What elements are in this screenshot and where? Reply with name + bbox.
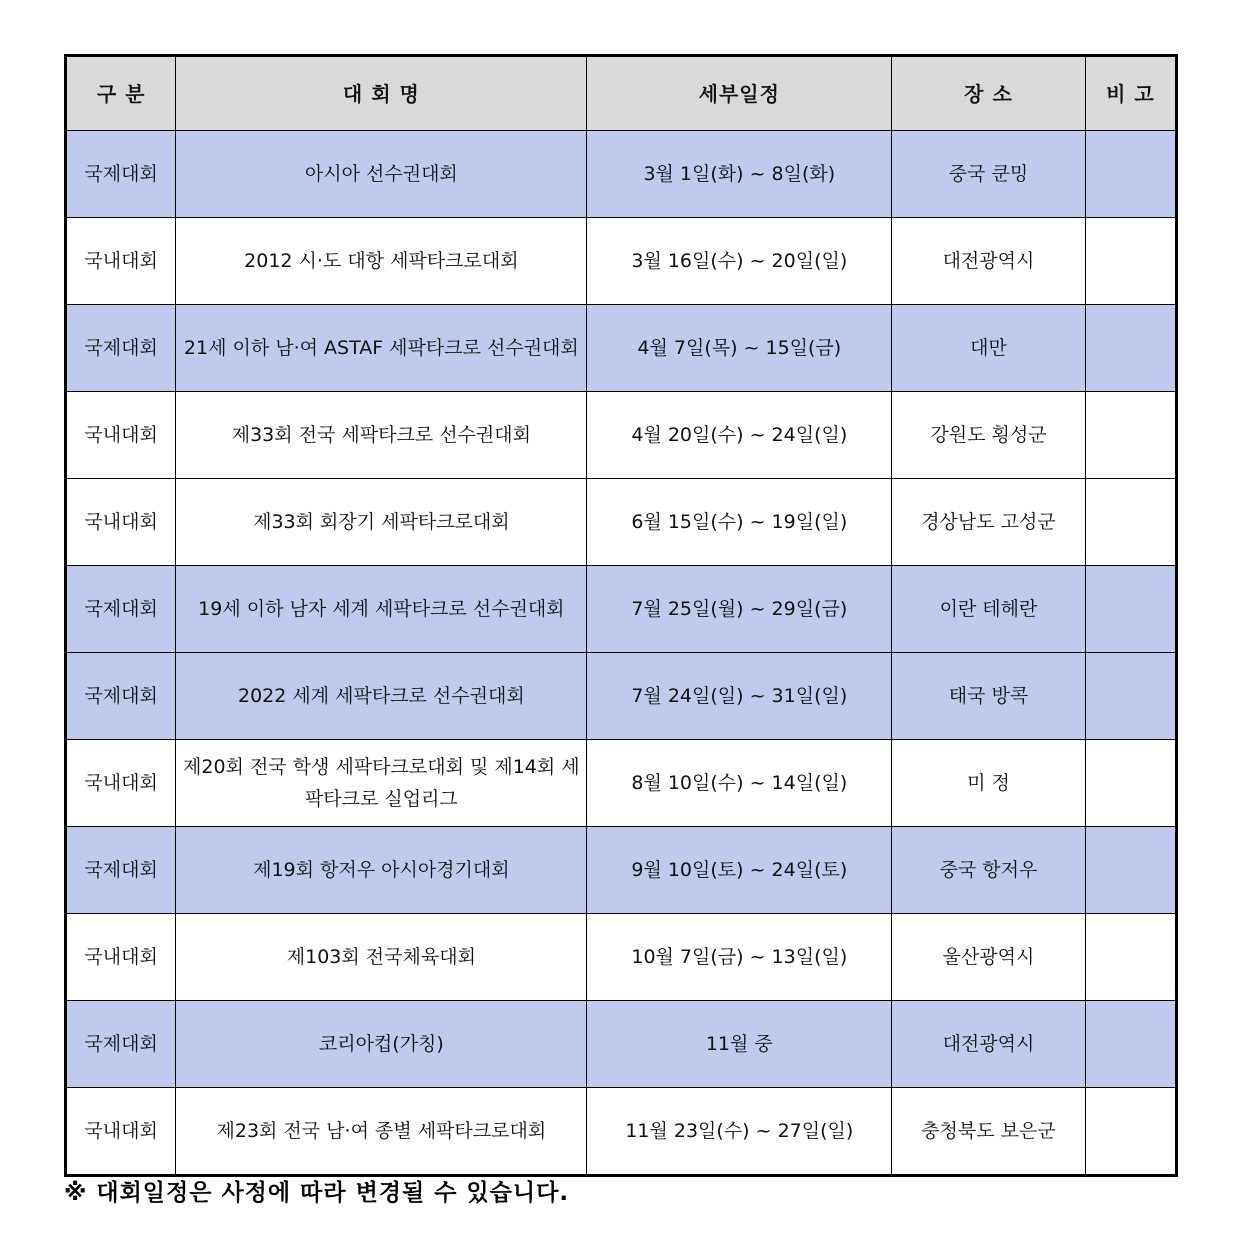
cell-date: 6월 15일(수) ~ 19일(일)	[587, 479, 892, 566]
cell-note	[1085, 740, 1176, 827]
cell-note	[1085, 131, 1176, 218]
cell-name: 19세 이하 남자 세계 세팍타크로 선수권대회	[176, 566, 587, 653]
header-row	[66, 56, 1177, 131]
cell-date: 4월 7일(목) ~ 15일(금)	[587, 305, 892, 392]
cell-place: 강원도 횡성군	[892, 392, 1086, 479]
header-name: 대 회 명	[176, 56, 587, 131]
cell-date: 4월 20일(수) ~ 24일(일)	[587, 392, 892, 479]
table-header	[66, 56, 1177, 131]
table-row	[66, 1001, 1177, 1088]
table-row	[66, 479, 1177, 566]
cell-name: 제19회 항저우 아시아경기대회	[176, 827, 587, 914]
cell-date: 3월 16일(수) ~ 20일(일)	[587, 218, 892, 305]
table-row	[66, 740, 1177, 827]
cell-place: 태국 방콕	[892, 653, 1086, 740]
cell-date: 11월 23일(수) ~ 27일(일)	[587, 1088, 892, 1176]
cell-place: 중국 쿤밍	[892, 131, 1086, 218]
header-date: 세부일정	[587, 56, 892, 131]
cell-note	[1085, 914, 1176, 1001]
cell-place: 경상남도 고성군	[892, 479, 1086, 566]
table-body	[66, 131, 1177, 1176]
cell-type: 국제대회	[66, 131, 176, 218]
table-row	[66, 392, 1177, 479]
table-row	[66, 1088, 1177, 1176]
table-row	[66, 566, 1177, 653]
cell-date: 3월 1일(화) ~ 8일(화)	[587, 131, 892, 218]
cell-name: 2022 세계 세팍타크로 선수권대회	[176, 653, 587, 740]
header-type: 구 분	[66, 56, 176, 131]
cell-type: 국내대회	[66, 740, 176, 827]
cell-place: 중국 항저우	[892, 827, 1086, 914]
cell-note	[1085, 392, 1176, 479]
header-place: 장 소	[892, 56, 1086, 131]
cell-place: 이란 테헤란	[892, 566, 1086, 653]
header-note: 비 고	[1085, 56, 1176, 131]
cell-place: 충청북도 보은군	[892, 1088, 1086, 1176]
cell-note	[1085, 827, 1176, 914]
cell-name: 제23회 전국 남·여 종별 세팍타크로대회	[176, 1088, 587, 1176]
cell-date: 9월 10일(토) ~ 24일(토)	[587, 827, 892, 914]
cell-place: 울산광역시	[892, 914, 1086, 1001]
cell-name: 21세 이하 남·여 ASTAF 세팍타크로 선수권대회	[176, 305, 587, 392]
cell-place: 미 정	[892, 740, 1086, 827]
cell-name: 제103회 전국체육대회	[176, 914, 587, 1001]
cell-note	[1085, 305, 1176, 392]
cell-note	[1085, 1001, 1176, 1088]
cell-name: 2012 시·도 대항 세팍타크로대회	[176, 218, 587, 305]
cell-type: 국제대회	[66, 827, 176, 914]
cell-type: 국내대회	[66, 392, 176, 479]
table-row	[66, 653, 1177, 740]
cell-note	[1085, 653, 1176, 740]
cell-note	[1085, 566, 1176, 653]
cell-note	[1085, 479, 1176, 566]
cell-place: 대전광역시	[892, 218, 1086, 305]
cell-date: 10월 7일(금) ~ 13일(일)	[587, 914, 892, 1001]
cell-date: 7월 24일(일) ~ 31일(일)	[587, 653, 892, 740]
cell-place: 대만	[892, 305, 1086, 392]
cell-place: 대전광역시	[892, 1001, 1086, 1088]
cell-type: 국제대회	[66, 1001, 176, 1088]
cell-type: 국제대회	[66, 653, 176, 740]
table-row	[66, 827, 1177, 914]
cell-type: 국내대회	[66, 1088, 176, 1176]
table-row	[66, 914, 1177, 1001]
table-row	[66, 218, 1177, 305]
table-row	[66, 131, 1177, 218]
table-row	[66, 305, 1177, 392]
cell-name: 제33회 회장기 세팍타크로대회	[176, 479, 587, 566]
cell-name: 제33회 전국 세팍타크로 선수권대회	[176, 392, 587, 479]
cell-name: 아시아 선수권대회	[176, 131, 587, 218]
cell-date: 7월 25일(월) ~ 29일(금)	[587, 566, 892, 653]
cell-type: 국내대회	[66, 218, 176, 305]
cell-type: 국내대회	[66, 479, 176, 566]
competition-schedule-table	[64, 54, 1178, 1177]
cell-note	[1085, 218, 1176, 305]
cell-name: 제20회 전국 학생 세팍타크로대회 및 제14회 세팍타크로 실업리그	[176, 740, 587, 827]
schedule-change-notice: ※ 대회일정은 사정에 따라 변경될 수 있습니다.	[64, 1180, 570, 1206]
cell-name: 코리아컵(가칭)	[176, 1001, 587, 1088]
cell-type: 국제대회	[66, 566, 176, 653]
cell-type: 국제대회	[66, 305, 176, 392]
cell-date: 8월 10일(수) ~ 14일(일)	[587, 740, 892, 827]
cell-date: 11월 중	[587, 1001, 892, 1088]
cell-type: 국내대회	[66, 914, 176, 1001]
cell-note	[1085, 1088, 1176, 1176]
